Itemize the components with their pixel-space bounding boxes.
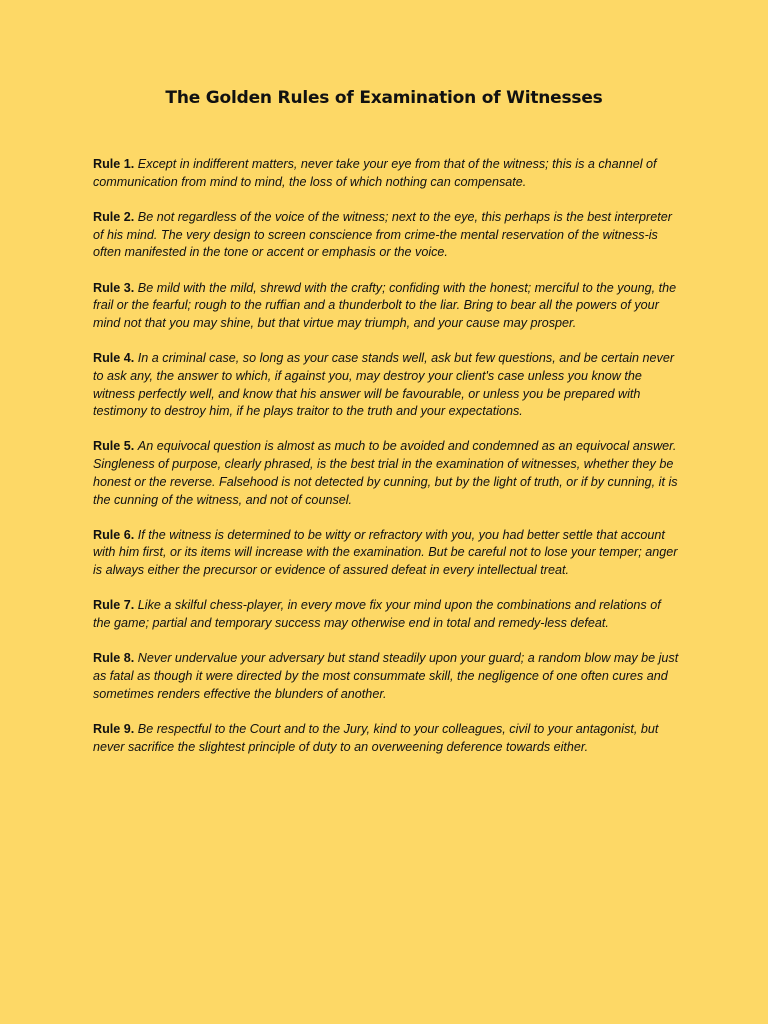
rules-list <box>93 156 681 774</box>
rule-label: Rule 5. <box>93 439 135 454</box>
rule-label: Rule 7. <box>93 598 135 613</box>
rule-label: Rule 9. <box>93 721 135 736</box>
rule-label: Rule 4. <box>93 351 135 366</box>
rule-1 <box>93 156 681 191</box>
rule-label: Rule 2. <box>93 209 135 224</box>
rule-text: Except in indifferent matters, never take your eye from that of the witness; this is a channel of communication from mind to mind, the loss of which nothing can compensate. <box>93 157 657 189</box>
rule-text: In a criminal case, so long as your case stands well, ask but few questions, and be certain never to ask any, the answer to which, if against you, may destroy your client's case unless you know the witness perfectly well, and know that his answer will be favourable, or unless you be prepared with testimony to destroy him, if he plays traitor to the truth and your expectations. <box>93 351 675 419</box>
rule-label: Rule 1. <box>93 157 135 171</box>
rule-8 <box>93 650 681 703</box>
rule-2 <box>93 209 681 262</box>
rule-text: Like a skilful chess-player, in every move fix your mind upon the combinations and relations of the game; partial and temporary success may otherwise end in total and remedy-less defeat. <box>93 598 661 631</box>
rule-text: Be not regardless of the voice of the witness; next to the eye, this perhaps is the best interpreter of his mind. The very design to screen conscience from crime-the mental reservation of the witness-is often manifested in the tone or accent or emphasis or the voice. <box>93 209 672 260</box>
rule-label: Rule 3. <box>93 280 135 295</box>
rule-text: If the witness is determined to be witty or refractory with you, you had better settle that account with him first, or its items will increase with the examination. But be careful not to lose your temper; anger is always either the precursor or evidence of assured defeat in every intellectual treat. <box>93 527 678 578</box>
rule-3 <box>93 280 681 333</box>
page-title: The Golden Rules of Examination of Witnesses <box>165 88 603 108</box>
rule-text: An equivocal question is almost as much to be avoided and condemned as an equivocal answer. Singleness of purpose, clearly phrased, is the best trial in the examination of witnesses, whether they be honest or the reverse. Falsehood is not detected by cunning, but by the light of truth, or if by cunning, it is the cunning of the witness, and not of counsel. <box>93 439 678 507</box>
rule-9 <box>93 721 681 756</box>
rule-7 <box>93 597 681 632</box>
rule-label: Rule 6. <box>93 527 135 542</box>
rule-label: Rule 8. <box>93 651 135 666</box>
rule-text: Be mild with the mild, shrewd with the crafty; confiding with the honest; merciful to the young, the frail or the fearful; rough to the ruffian and a thunderbolt to the liar. Bring to bear all the powers of your mind not that you may shine, but that virtue may triumph, and your cause may prosper. <box>93 280 677 330</box>
rule-6 <box>93 527 681 580</box>
rule-5 <box>93 438 681 509</box>
rule-4 <box>93 350 681 421</box>
rule-text: Be respectful to the Court and to the Jury, kind to your colleagues, civil to your antagonist, but never sacrifice the slightest principle of duty to an overweening deference towards either. <box>93 721 659 754</box>
rule-text: Never undervalue your adversary but stand steadily upon your guard; a random blow may be just as fatal as though it were directed by the most consummate skill, the negligence of one often cures and sometimes renders effective the blunders of another. <box>93 651 679 701</box>
